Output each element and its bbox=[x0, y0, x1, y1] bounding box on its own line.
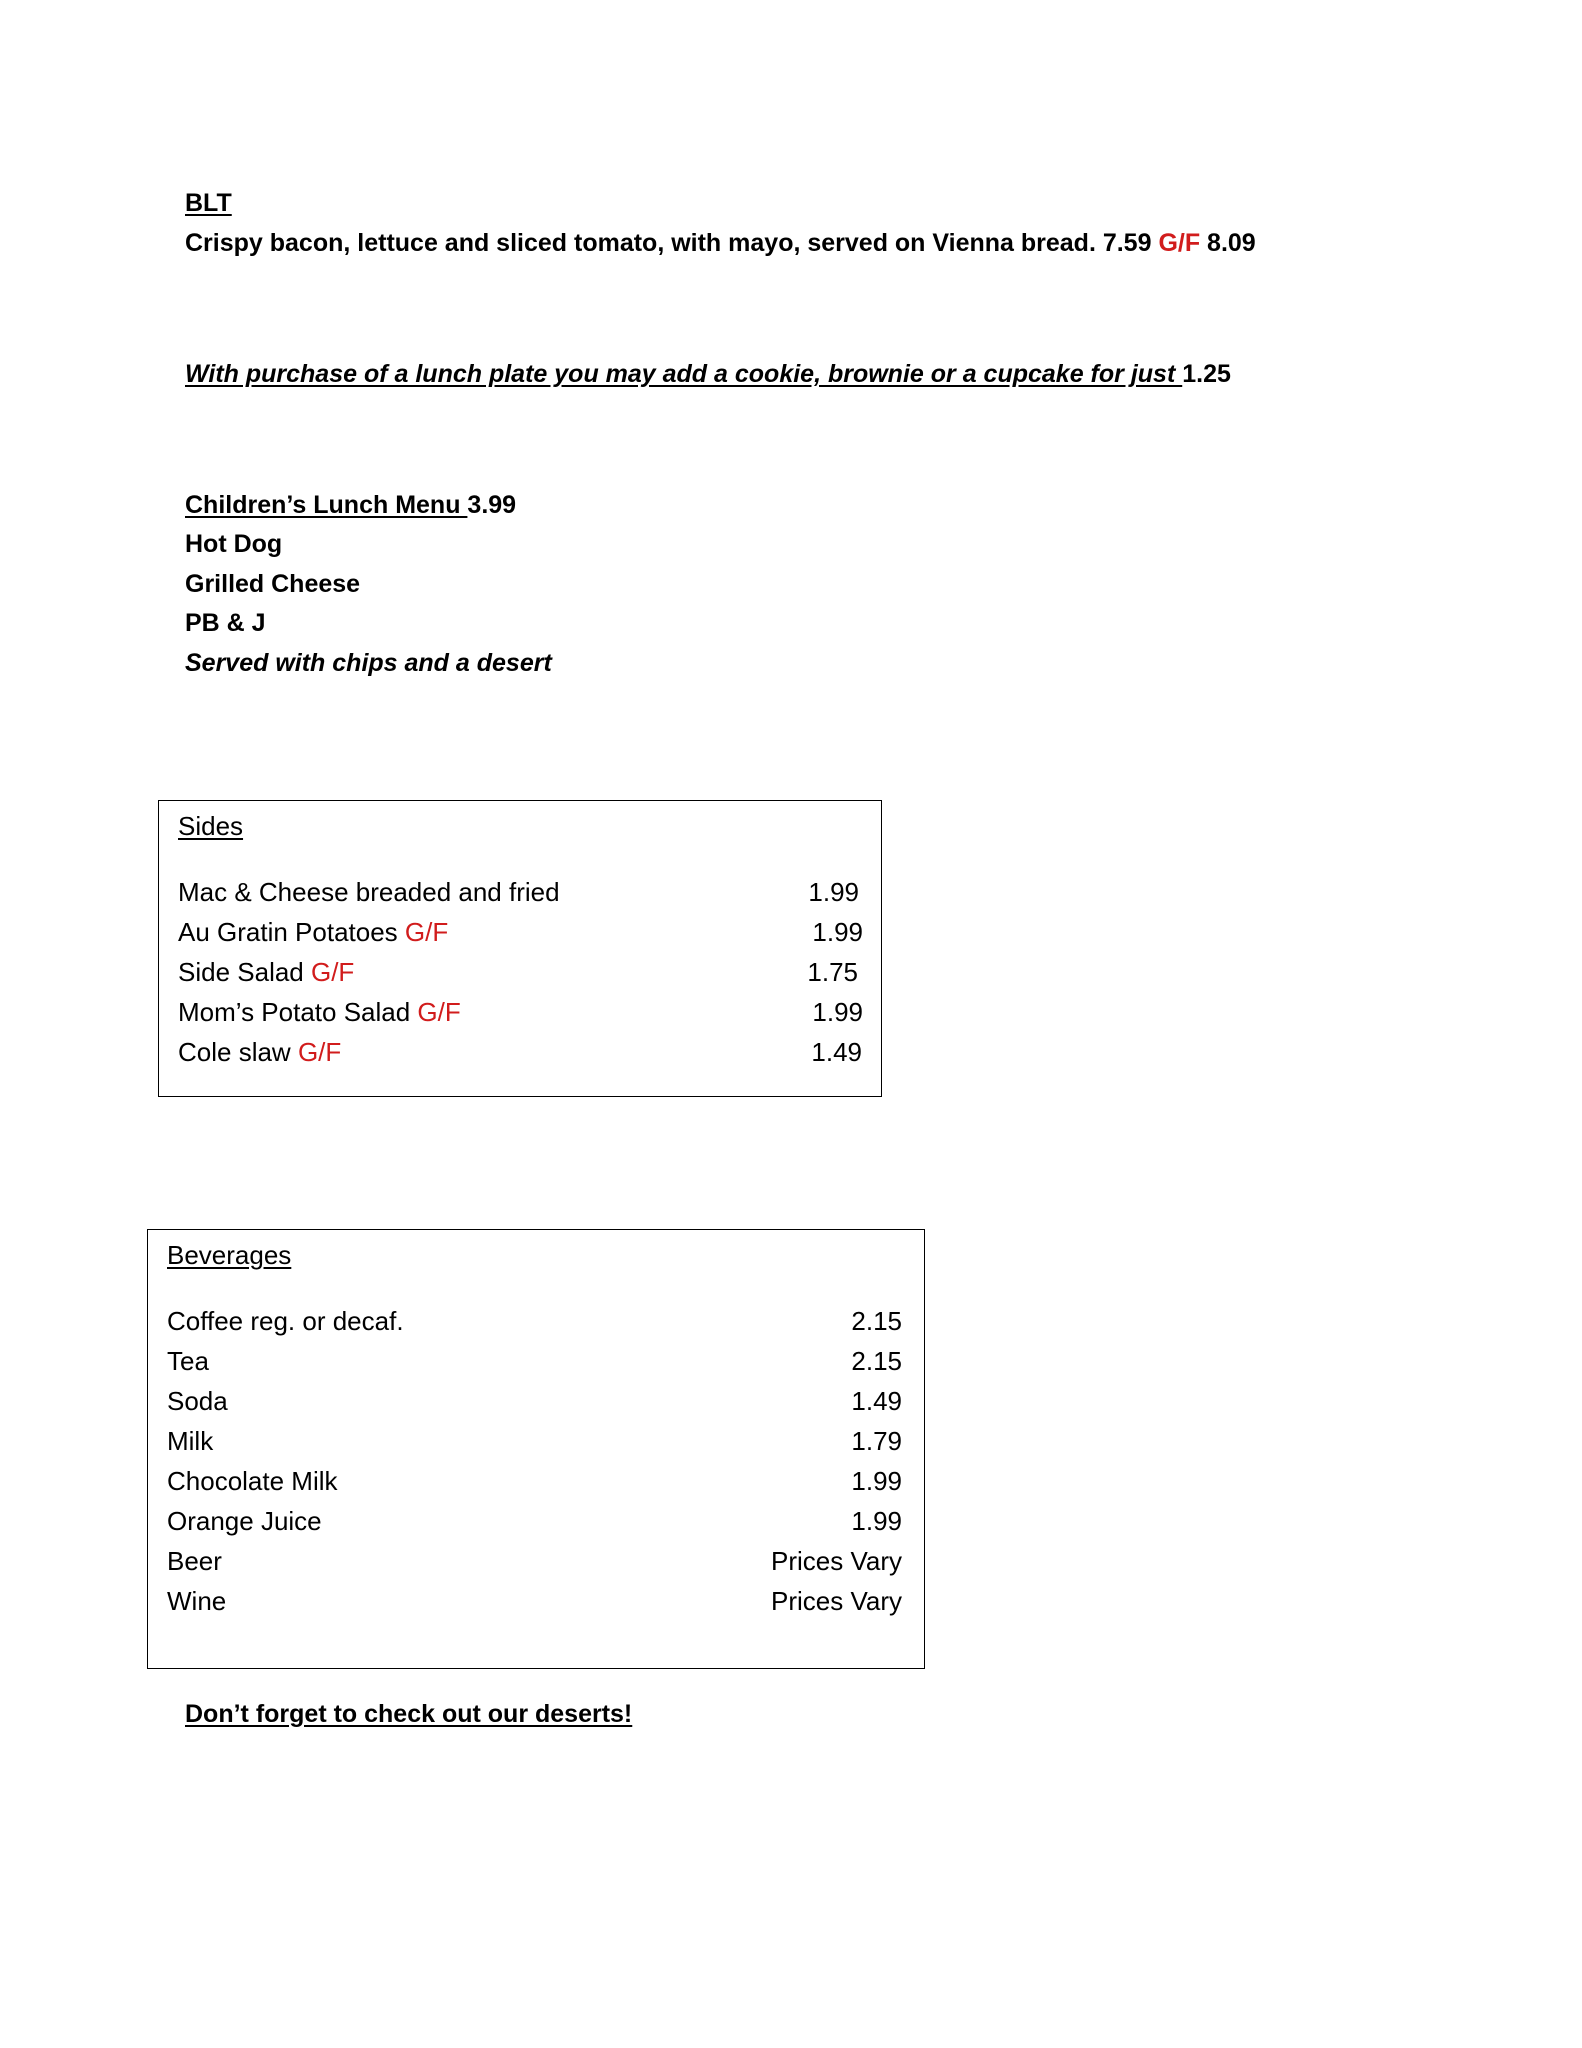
footer-note: Don’t forget to check out our deserts! bbox=[185, 1700, 633, 1728]
side-item bbox=[178, 955, 354, 989]
children-item: Hot Dog bbox=[185, 530, 283, 558]
beverage-item-price: 2.15 bbox=[851, 1306, 902, 1336]
side-item-price: 1.49 bbox=[811, 1037, 862, 1067]
side-item bbox=[178, 875, 560, 909]
sides-box bbox=[158, 800, 882, 1097]
blt-description bbox=[185, 226, 1256, 260]
beverage-item-price: Prices Vary bbox=[771, 1586, 902, 1616]
side-item-name: Cole slaw bbox=[178, 1037, 298, 1067]
beverage-item-price: 1.99 bbox=[851, 1506, 902, 1536]
beverage-item-price: 1.79 bbox=[851, 1426, 902, 1456]
beverage-item-price: 1.99 bbox=[851, 1466, 902, 1496]
beverage-item-name: Tea bbox=[167, 1346, 209, 1376]
beverage-item-name: Chocolate Milk bbox=[167, 1466, 338, 1496]
side-item-name: Mac & Cheese breaded and fried bbox=[178, 877, 560, 907]
addon-price: 1.25 bbox=[1182, 360, 1231, 388]
side-item-gf-tag: G/F bbox=[404, 917, 449, 947]
side-item-gf-tag: G/F bbox=[297, 1037, 342, 1067]
side-item-price: 1.75 bbox=[807, 957, 858, 987]
side-item-price: 1.99 bbox=[812, 917, 863, 947]
side-item-name: Au Gratin Potatoes bbox=[178, 917, 405, 947]
side-item bbox=[178, 995, 461, 1029]
side-item bbox=[178, 1035, 341, 1069]
children-menu-price: 3.99 bbox=[467, 491, 517, 519]
addon-offer bbox=[185, 357, 1231, 391]
side-item-name: Mom’s Potato Salad bbox=[178, 997, 418, 1027]
beverage-item-price: Prices Vary bbox=[771, 1546, 902, 1576]
side-item-price: 1.99 bbox=[812, 997, 863, 1027]
side-item bbox=[178, 915, 448, 949]
beverages-title: Beverages bbox=[167, 1240, 292, 1270]
beverage-item-name: Coffee reg. or decaf. bbox=[167, 1306, 404, 1336]
addon-text: With purchase of a lunch plate you may add a cookie, brownie or a cupcake for just bbox=[185, 360, 1183, 388]
children-item: Grilled Cheese bbox=[185, 570, 361, 598]
children-menu-heading bbox=[185, 488, 516, 522]
beverage-item-name: Soda bbox=[167, 1386, 228, 1416]
sides-title: Sides bbox=[178, 811, 244, 841]
beverage-item-price: 1.49 bbox=[851, 1386, 902, 1416]
blt-desc-text: Crispy bacon, lettuce and sliced tomato, with mayo, served on Vienna bread. 7.59 bbox=[185, 229, 1159, 257]
side-item-name: Side Salad bbox=[178, 957, 311, 987]
side-item-price: 1.99 bbox=[808, 877, 859, 907]
beverage-item-name: Wine bbox=[167, 1586, 227, 1616]
beverage-item-price: 2.15 bbox=[851, 1346, 902, 1376]
beverage-item-name: Beer bbox=[167, 1546, 222, 1576]
children-item: PB & J bbox=[185, 609, 266, 637]
children-menu-title: Children’s Lunch Menu bbox=[185, 491, 468, 519]
blt-gf-tag: G/F bbox=[1158, 229, 1201, 257]
beverages-box bbox=[147, 1229, 925, 1669]
side-item-gf-tag: G/F bbox=[310, 957, 355, 987]
beverage-item-name: Milk bbox=[167, 1426, 214, 1456]
children-note: Served with chips and a desert bbox=[185, 649, 552, 677]
blt-title: BLT bbox=[185, 189, 232, 217]
side-item-gf-tag: G/F bbox=[417, 997, 461, 1027]
blt-gf-price: 8.09 bbox=[1200, 229, 1256, 257]
beverage-item-name: Orange Juice bbox=[167, 1506, 322, 1536]
